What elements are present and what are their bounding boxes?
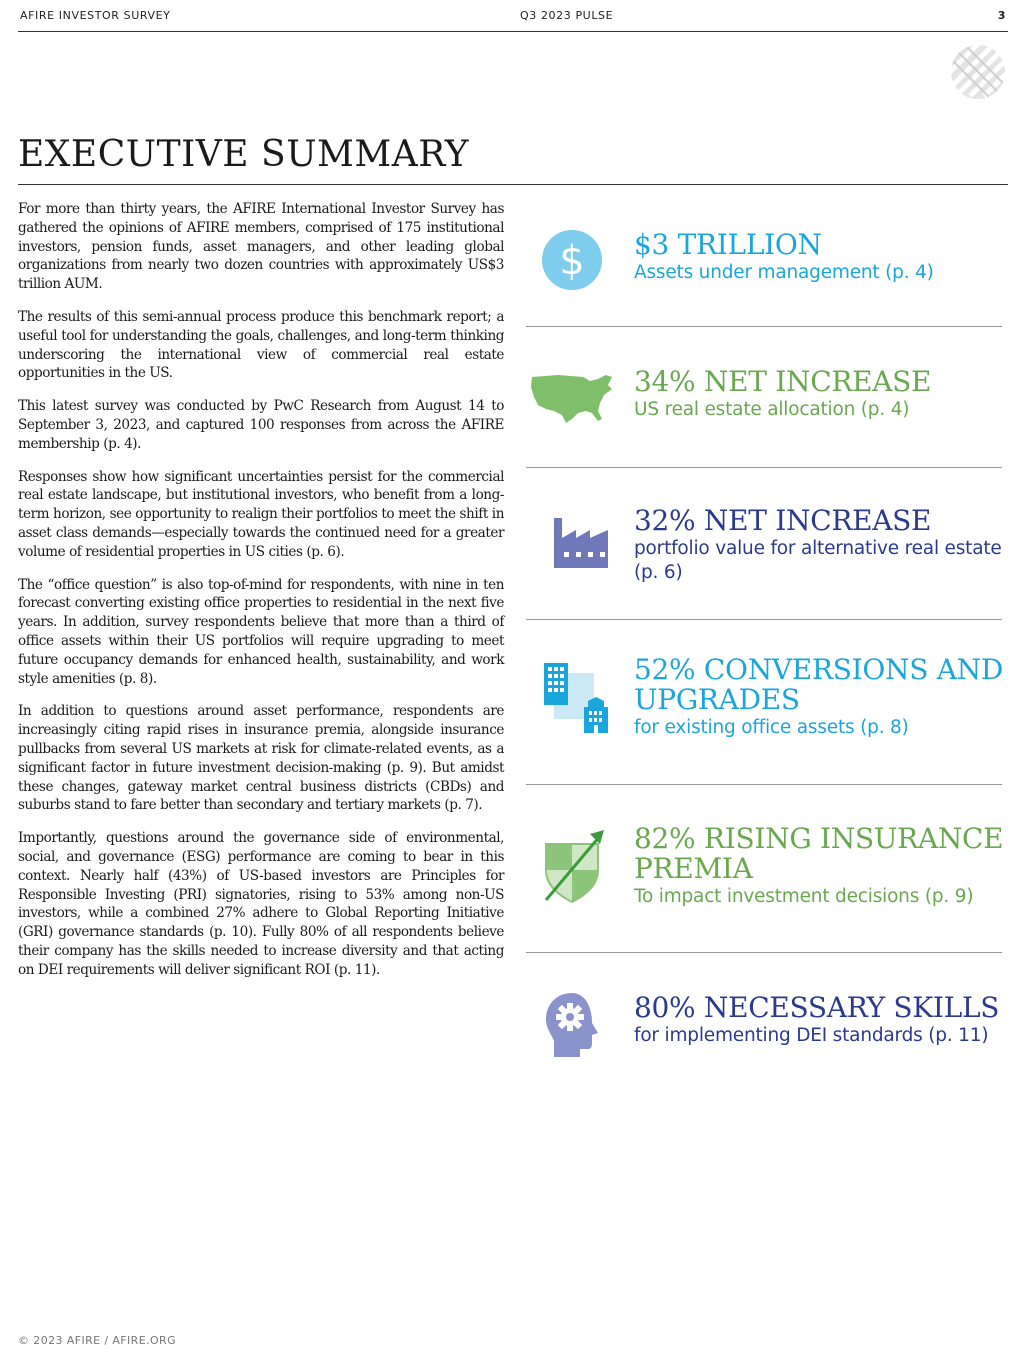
page-title: EXECUTIVE SUMMARY (18, 134, 470, 175)
us-map-icon (528, 365, 618, 441)
stat-subtitle: for existing office assets (p. 8) (634, 717, 909, 738)
summary-paragraph: This latest survey was conducted by PwC Research from August 14 to September 3, 2023, and captured 100 responses from across the AFIRE membership (p. 4). (18, 398, 504, 452)
page-number: 3 (997, 9, 1006, 22)
title-divider (18, 184, 1008, 185)
summary-paragraph: The “office question” is also top-of-mind for respondents, with nine in ten forecast converting existing office properties to residential in the next five years. In addition, survey respondents believe that more than a third of office assets within their US portfolios will require upgrading to meet future occupancy demands for enhanced health, sustainability, and work style amenities (p. 8). (18, 576, 504, 687)
afire-logo-icon (950, 44, 1006, 100)
summary-paragraph: The results of this semi-annual process produce this benchmark report; a useful tool for understanding the goals, challenges, and long-term thinking underscoring the international view of commercial real estate opportunities in the US. (18, 308, 504, 382)
stat-subtitle: for implementing DEI standards (p. 11) (634, 1025, 989, 1046)
stat-divider (526, 784, 1002, 785)
page-footer: © 2023 AFIRE / AFIRE.ORG (18, 1334, 176, 1347)
stat-divider (526, 326, 1002, 327)
stat-subtitle: Assets under management (p. 4) (634, 262, 934, 283)
stat-headline: 80% NECESSARY SKILLS (634, 991, 1000, 1024)
stat-headline: 52% CONVERSIONS AND UPGRADES (634, 653, 1004, 716)
publication-name: AFIRE INVESTOR SURVEY (20, 9, 171, 22)
page-header (18, 0, 1008, 32)
stat-divider (526, 467, 1002, 468)
stat-divider (526, 619, 1002, 620)
shield-arrow-icon (534, 828, 610, 904)
factory-icon (534, 508, 610, 584)
stat-subtitle: US real estate allocation (p. 4) (634, 399, 910, 420)
buildings-icon (534, 657, 614, 737)
summary-paragraph: Importantly, questions around the governance side of environmental, social, and governance (ESG) performance are coming to bear in this context. Nearly half (43%) of US-based investors are Principles for Responsible Investing (PRI) signatories, rising to 53% among non-US investors, while a combined 27% adhere to Global Reporting Initiative (GRI) governance standards (p. 10). Fully 80% of all respondents believe their company has the skills needed to increase diversity and that acting on DEI requirements will deliver significant ROI (p. 11). (18, 830, 504, 978)
stat-subtitle: To impact investment decisions (p. 9) (634, 886, 974, 907)
issue-label: Q3 2023 PULSE (520, 9, 614, 22)
stat-headline: $3 TRILLION (634, 228, 822, 261)
summary-paragraph: In addition to questions around asset performance, respondents are increasingly citing rapid rises in insurance premia, alongside insurance pullbacks from several US markets at risk for climate-related events, as a significant factor in future investment decision-making (p. 9). But amidst these changes, gateway market central business districts (CBDs) and suburbs stand to fare better than secondary and tertiary markets (p. 7). (18, 703, 504, 814)
stat-headline: 34% NET INCREASE (634, 365, 932, 398)
summary-paragraph: For more than thirty years, the AFIRE International Investor Survey has gathered the opinions of AFIRE members, comprised of 175 institutional investors, pension funds, asset managers, and other leading global organizations from nearly two dozen countries with approximately US$3 trillion AUM. (18, 201, 504, 293)
stat-headline: 82% RISING INSURANCE PREMIA (634, 822, 1004, 885)
stat-divider (526, 952, 1002, 953)
svg-text:$: $ (559, 238, 585, 284)
dollar-icon (534, 226, 610, 302)
summary-body (18, 200, 504, 993)
summary-paragraph: Responses show how significant uncertainties persist for the commercial real estate landscape, but institutional investors, who benefit from a long-term horizon, see opportunity to realign their portfolios to meet the shift in asset class demands—especially towards the continued need for a greater volume of residential properties in US cities (p. 6). (18, 468, 504, 560)
stat-subtitle: portfolio value for alternative real estate (p. 6) (634, 538, 1002, 583)
stat-headline: 32% NET INCREASE (634, 504, 932, 537)
head-gear-icon (534, 987, 610, 1063)
